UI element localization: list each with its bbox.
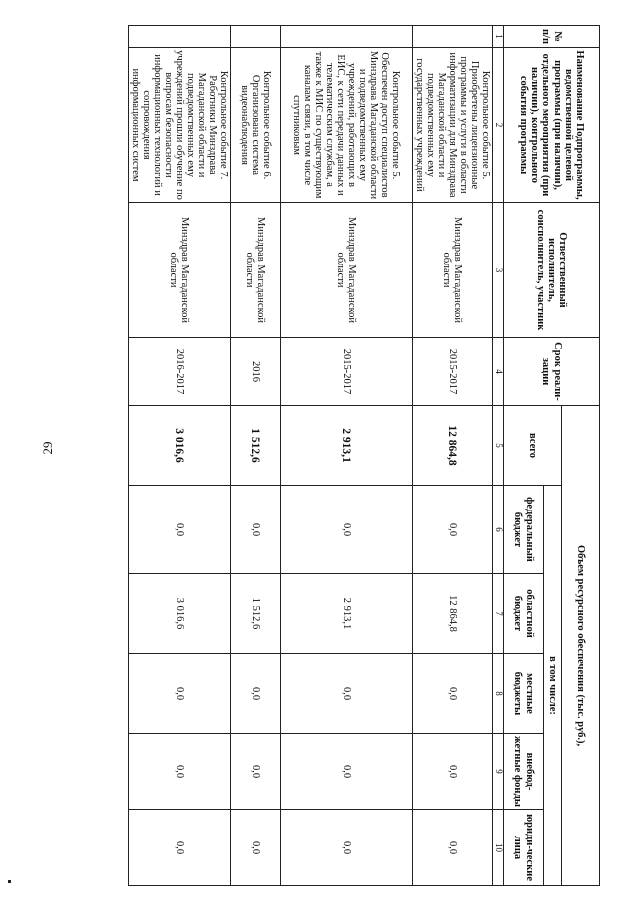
header-executor: Ответственный исполнитель, соисполнитель, участник: [504, 203, 600, 338]
header-federal: федеральный бюджет: [504, 486, 544, 574]
row-extra: 0,0: [230, 734, 280, 810]
row-name: Контрольное событие 7. Работники Минздрава Магаданской области и подведомственных ему учреждений прошли обучение по вопросам безопасности информационных технологий и сопровождения информационных систем: [128, 48, 230, 203]
row-federal: 0,0: [412, 486, 492, 574]
col-number: 7: [493, 574, 504, 654]
row-num: [412, 26, 492, 48]
row-federal: 0,0: [128, 486, 230, 574]
row-num: [128, 26, 230, 48]
row-local: 0,0: [230, 654, 280, 734]
row-legal: 0,0: [412, 810, 492, 886]
table-row: [412, 26, 492, 886]
row-term: 2015-2017: [280, 338, 412, 406]
row-term: 2016-2017: [128, 338, 230, 406]
header-resources: Объем ресурсного обеспечения (тыс. руб.),: [562, 406, 600, 886]
row-federal: 0,0: [280, 486, 412, 574]
row-total: 2 913,1: [280, 406, 412, 486]
header-legal: юриди-ческие лица: [504, 810, 544, 886]
column-number-row: [493, 26, 504, 886]
col-number: 4: [493, 338, 504, 406]
row-extra: 0,0: [412, 734, 492, 810]
header-num: № п/п: [504, 26, 600, 48]
row-regional: 12 864,8: [412, 574, 492, 654]
row-extra: 0,0: [128, 734, 230, 810]
row-executor: Минздрав Магаданской области: [280, 203, 412, 338]
row-federal: 0,0: [230, 486, 280, 574]
scan-mark: [8, 880, 11, 883]
row-legal: 0,0: [230, 810, 280, 886]
row-legal: 0,0: [128, 810, 230, 886]
row-local: 0,0: [412, 654, 492, 734]
header-extra: внебюд-жетные фонды: [504, 734, 544, 810]
col-number: 1: [493, 26, 504, 48]
row-term: 2015-2017: [412, 338, 492, 406]
page-number: 29: [40, 441, 55, 455]
col-number: 5: [493, 406, 504, 486]
row-term: 2016: [230, 338, 280, 406]
resource-table: [128, 25, 600, 886]
table-row: [280, 26, 412, 886]
row-name: Контрольное событие 5. Обеспечен доступ специалистов Минздрава Магаданской области и подведомственных ему учреждений, работающих в ЕИС, к сети передачи данных и телематическим службам, а также к МИС по существующим каналам связи, в том числе спутниковым: [280, 48, 412, 203]
row-executor: Минздрав Магаданской области: [412, 203, 492, 338]
row-num: [280, 26, 412, 48]
header-term: Срок реали-зации: [504, 338, 600, 406]
row-total: 12 864,8: [412, 406, 492, 486]
row-executor: Минздрав Магаданской области: [128, 203, 230, 338]
col-number: 6: [493, 486, 504, 574]
header-local: местные бюджеты: [504, 654, 544, 734]
col-number: 8: [493, 654, 504, 734]
col-number: 9: [493, 734, 504, 810]
col-number: 2: [493, 48, 504, 203]
row-regional: 3 016,6: [128, 574, 230, 654]
row-num: [230, 26, 280, 48]
header-including: в том числе:: [544, 486, 562, 886]
header-total: всего: [504, 406, 562, 486]
row-name: Контрольное событие 5. Приобретены лицензионные программы и услуги в области информатизации для Минздрава Магаданской области и подведомственных ему государственных учреждений: [412, 48, 492, 203]
row-local: 0,0: [280, 654, 412, 734]
table-row: [230, 26, 280, 886]
col-number: 10: [493, 810, 504, 886]
row-regional: 2 913,1: [280, 574, 412, 654]
header-name: Наименование Подпрограммы, ведомственной целевой программы (при наличии), отдельного мероприятия (при наличии), контрольного события программы: [504, 48, 600, 203]
row-executor: Минздрав Магаданской области: [230, 203, 280, 338]
rotated-table-wrapper: [129, 25, 600, 885]
header-regional: областной бюджет: [504, 574, 544, 654]
table-row: [128, 26, 230, 886]
row-total: 1 512,6: [230, 406, 280, 486]
row-legal: 0,0: [280, 810, 412, 886]
row-extra: 0,0: [280, 734, 412, 810]
row-regional: 1 512,6: [230, 574, 280, 654]
col-number: 3: [493, 203, 504, 338]
row-total: 3 016,6: [128, 406, 230, 486]
row-local: 0,0: [128, 654, 230, 734]
row-name: Контрольное событие 6. Организована система видеонаблюдения: [230, 48, 280, 203]
